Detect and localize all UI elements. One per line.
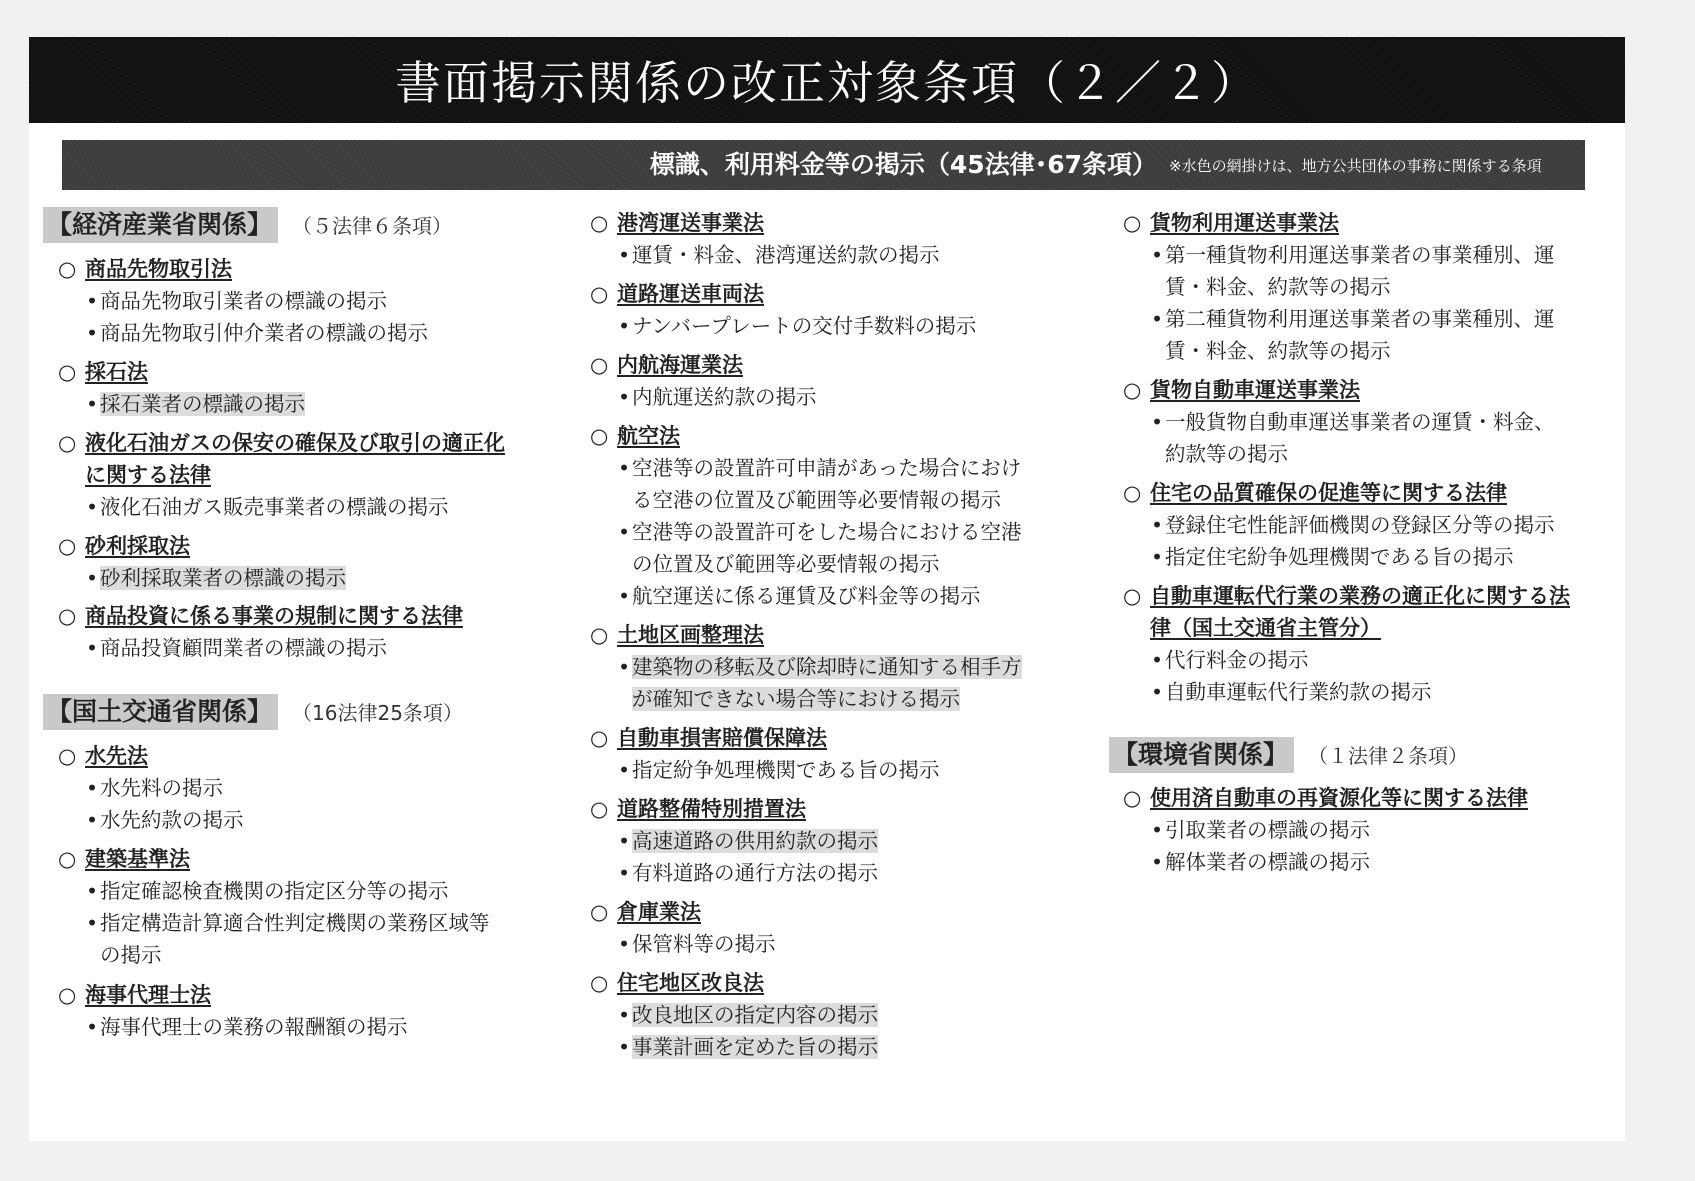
circle-icon: ○ xyxy=(1123,211,1142,235)
bullet-icon: • xyxy=(86,636,99,660)
circle-icon: ○ xyxy=(58,847,77,871)
law-heading: ○ 使用済自動車の再資源化等に関する法律 xyxy=(1123,782,1528,814)
law-heading: ○ 航空法 xyxy=(590,420,680,452)
category-count: （５法律６条項） xyxy=(292,214,453,238)
circle-icon: ○ xyxy=(58,257,77,281)
bullet-icon: • xyxy=(618,1035,631,1059)
list-item: •指定確認検査機関の指定区分等の掲示 xyxy=(86,875,449,907)
law-heading: ○ 道路整備特別措置法 xyxy=(590,793,806,825)
bullet-icon: • xyxy=(1151,680,1164,704)
law-heading: ○ 採石法 xyxy=(58,356,148,388)
list-item: •代行料金の掲示 xyxy=(1151,644,1309,676)
list-item: •運賃・料金、港湾運送約款の掲示 xyxy=(618,239,940,271)
bullet-icon: • xyxy=(86,879,99,903)
bullet-icon: • xyxy=(1151,818,1164,842)
list-item: •水先料の掲示 xyxy=(86,772,223,804)
category-count: （16法律25条項） xyxy=(292,701,463,725)
list-item: •商品先物取引仲介業者の標識の掲示 xyxy=(86,317,428,349)
bullet-icon: • xyxy=(618,584,631,608)
bullet-icon: • xyxy=(1151,545,1164,569)
list-item: •内航運送約款の掲示 xyxy=(618,381,817,413)
law-heading: ○ 港湾運送事業法 xyxy=(590,207,764,239)
list-item: •空港等の設置許可申請があった場合におけ る空港の位置及び範囲等必要情報の掲示 xyxy=(618,452,1021,516)
list-item: •水先約款の掲示 xyxy=(86,804,244,836)
circle-icon: ○ xyxy=(1123,481,1142,505)
circle-icon: ○ xyxy=(590,971,609,995)
list-item: •商品先物取引業者の標識の掲示 xyxy=(86,285,387,317)
list-item: •第一種貨物利用運送事業者の事業種別、運 賃・料金、約款等の掲示 xyxy=(1151,239,1555,303)
bullet-icon: • xyxy=(618,314,631,338)
bullet-icon: • xyxy=(86,321,99,345)
circle-icon: ○ xyxy=(1123,584,1142,608)
bullet-icon: • xyxy=(618,456,631,480)
circle-icon: ○ xyxy=(58,534,77,558)
slide xyxy=(29,37,1625,1141)
law-heading: ○ 自動車運転代行業の業務の適正化に関する法 律（国土交通省主管分） xyxy=(1123,580,1570,644)
bullet-icon: • xyxy=(86,1015,99,1039)
list-item: •有料道路の通行方法の掲示 xyxy=(618,857,878,889)
list-item: •航空運送に係る運賃及び料金等の掲示 xyxy=(618,580,981,612)
law-heading: ○ 住宅の品質確保の促進等に関する法律 xyxy=(1123,477,1507,509)
title-bar xyxy=(29,37,1625,123)
list-item: •改良地区の指定内容の掲示 xyxy=(618,999,878,1031)
category-count: （１法律２条項） xyxy=(1308,744,1469,768)
circle-icon: ○ xyxy=(1123,378,1142,402)
circle-icon: ○ xyxy=(590,623,609,647)
category-meti xyxy=(43,207,452,243)
bullet-icon: • xyxy=(618,243,631,267)
circle-icon: ○ xyxy=(58,744,77,768)
list-item: •事業計画を定めた旨の掲示 xyxy=(618,1031,878,1063)
subtitle: 標識、利用料金等の掲示（45法律･67条項） xyxy=(649,150,1157,179)
bullet-icon: • xyxy=(618,758,631,782)
bullet-icon: • xyxy=(1151,243,1164,267)
law-heading: ○ 貨物自動車運送事業法 xyxy=(1123,374,1360,406)
law-heading: ○ 砂利採取法 xyxy=(58,530,190,562)
highlight-note: ※水色の網掛けは、地方公共団体の事務に関係する条項 xyxy=(1169,157,1542,175)
bullet-icon: • xyxy=(86,392,99,416)
list-item: •一般貨物自動車運送事業者の運賃・料金、 約款等の掲示 xyxy=(1151,406,1555,470)
category-moe xyxy=(1109,737,1468,773)
law-heading: ○ 商品先物取引法 xyxy=(58,253,232,285)
circle-icon: ○ xyxy=(590,797,609,821)
law-heading: ○ 商品投資に係る事業の規制に関する法律 xyxy=(58,600,463,632)
law-heading: ○ 貨物利用運送事業法 xyxy=(1123,207,1339,239)
bullet-icon: • xyxy=(86,808,99,832)
circle-icon: ○ xyxy=(1123,786,1142,810)
list-item: •砂利採取業者の標識の掲示 xyxy=(86,562,346,594)
bullet-icon: • xyxy=(86,776,99,800)
bullet-icon: • xyxy=(618,829,631,853)
circle-icon: ○ xyxy=(58,983,77,1007)
bullet-icon: • xyxy=(1151,648,1164,672)
list-item: •指定紛争処理機関である旨の掲示 xyxy=(618,754,940,786)
circle-icon: ○ xyxy=(58,360,77,384)
bullet-icon: • xyxy=(618,655,631,679)
list-item: •自動車運転代行業約款の掲示 xyxy=(1151,676,1432,708)
bullet-icon: • xyxy=(618,861,631,885)
law-heading: ○ 水先法 xyxy=(58,740,148,772)
category-label: 【経済産業省関係】 xyxy=(43,207,278,243)
list-item: •建築物の移転及び除却時に通知する相手方 が確知できない場合等における掲示 xyxy=(618,651,1022,715)
bullet-icon: • xyxy=(618,520,631,544)
law-heading: ○ 海事代理士法 xyxy=(58,979,211,1011)
bullet-icon: • xyxy=(618,1003,631,1027)
law-heading: ○ 自動車損害賠償保障法 xyxy=(590,722,827,754)
list-item: •登録住宅性能評価機関の登録区分等の掲示 xyxy=(1151,509,1555,541)
bullet-icon: • xyxy=(1151,410,1164,434)
list-item: •解体業者の標識の掲示 xyxy=(1151,846,1370,878)
circle-icon: ○ xyxy=(590,282,609,306)
list-item: •採石業者の標識の掲示 xyxy=(86,388,305,420)
list-item: •指定住宅紛争処理機関である旨の掲示 xyxy=(1151,541,1514,573)
bullet-icon: • xyxy=(86,911,99,935)
bullet-icon: • xyxy=(618,385,631,409)
bullet-icon: • xyxy=(86,566,99,590)
list-item: •空港等の設置許可をした場合における空港 の位置及び範囲等必要情報の掲示 xyxy=(618,516,1022,580)
list-item: •ナンバープレートの交付手数料の掲示 xyxy=(618,310,976,342)
page-title: 書面掲示関係の改正対象条項（２／２） xyxy=(395,56,1259,110)
law-heading: ○ 内航海運業法 xyxy=(590,349,743,381)
law-heading: ○ 建築基準法 xyxy=(58,843,190,875)
circle-icon: ○ xyxy=(590,424,609,448)
bullet-icon: • xyxy=(86,289,99,313)
list-item: •商品投資顧問業者の標識の掲示 xyxy=(86,632,387,664)
list-item: •海事代理士の業務の報酬額の掲示 xyxy=(86,1011,408,1043)
circle-icon: ○ xyxy=(590,726,609,750)
law-heading: ○ 土地区画整理法 xyxy=(590,619,764,651)
list-item: •液化石油ガス販売事業者の標識の掲示 xyxy=(86,491,449,523)
bullet-icon: • xyxy=(618,932,631,956)
subtitle-bar xyxy=(62,140,1585,190)
list-item: •引取業者の標識の掲示 xyxy=(1151,814,1370,846)
bullet-icon: • xyxy=(1151,307,1164,331)
law-heading: ○ 倉庫業法 xyxy=(590,896,701,928)
category-label: 【国土交通省関係】 xyxy=(43,694,278,730)
law-heading: ○ 道路運送車両法 xyxy=(590,278,764,310)
list-item: •保管料等の掲示 xyxy=(618,928,776,960)
circle-icon: ○ xyxy=(590,900,609,924)
bullet-icon: • xyxy=(86,495,99,519)
list-item: •指定構造計算適合性判定機関の業務区域等 の掲示 xyxy=(86,907,490,971)
category-mlit xyxy=(43,694,463,730)
law-heading: ○ 住宅地区改良法 xyxy=(590,967,764,999)
bullet-icon: • xyxy=(1151,850,1164,874)
circle-icon: ○ xyxy=(590,353,609,377)
list-item: •第二種貨物利用運送事業者の事業種別、運 賃・料金、約款等の掲示 xyxy=(1151,303,1555,367)
law-heading: ○ 液化石油ガスの保安の確保及び取引の適正化 に関する法律 xyxy=(58,427,505,491)
list-item: •高速道路の供用約款の掲示 xyxy=(618,825,878,857)
circle-icon: ○ xyxy=(58,431,77,455)
circle-icon: ○ xyxy=(58,604,77,628)
category-label: 【環境省関係】 xyxy=(1109,737,1294,773)
circle-icon: ○ xyxy=(590,211,609,235)
bullet-icon: • xyxy=(1151,513,1164,537)
